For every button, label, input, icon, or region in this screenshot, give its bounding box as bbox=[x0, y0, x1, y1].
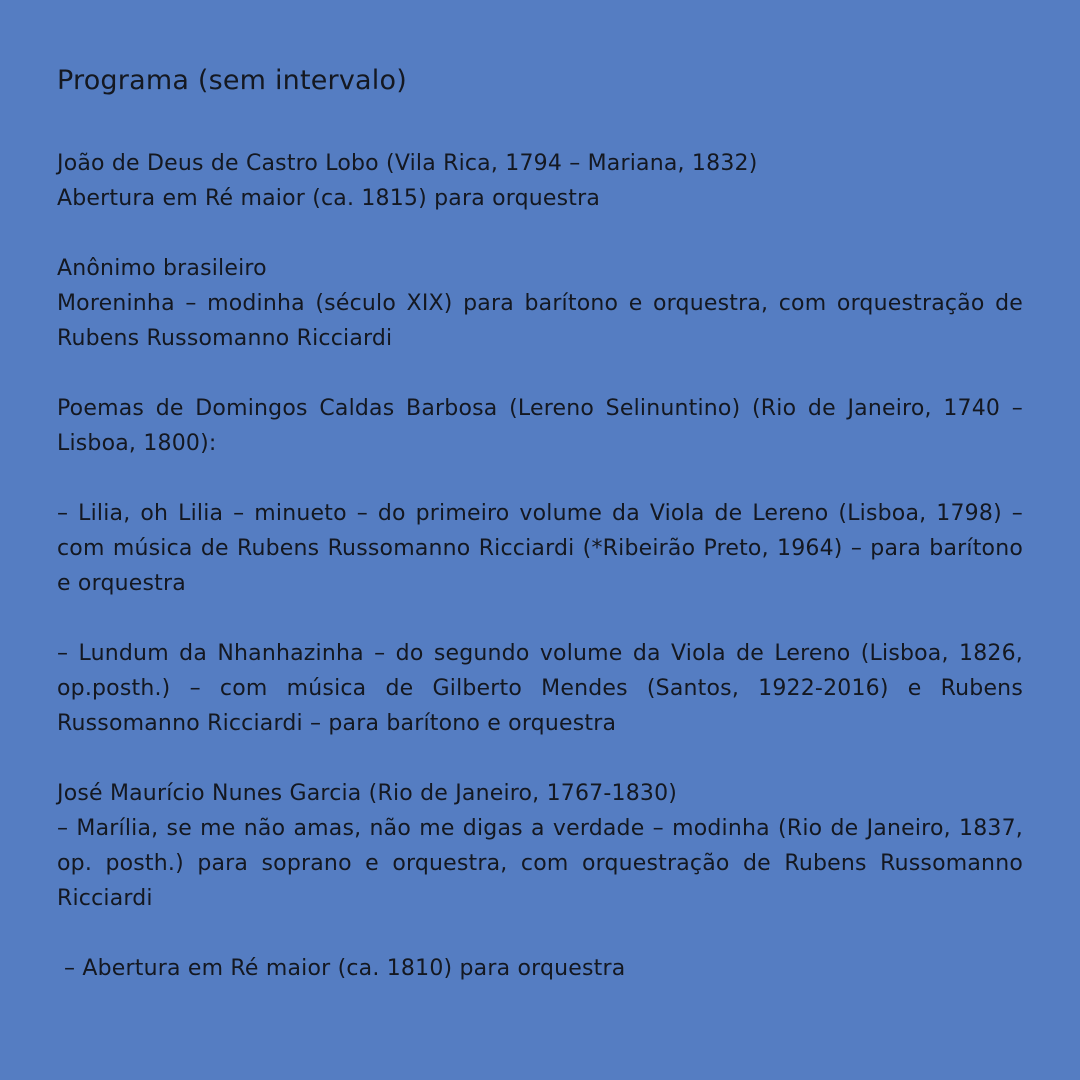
program-item-lundum bbox=[57, 636, 1023, 741]
program-item-jose-mauricio bbox=[57, 776, 1023, 916]
work-line: Abertura em Ré maior (ca. 1815) para orquestra bbox=[57, 186, 601, 211]
work-line: – Marília, se me não amas, não me digas a verdade – modinha (Rio de Janeiro, 1837, op. posth.) para soprano e orquestra, com orquestração de Rubens Russomanno Ricciardi bbox=[57, 816, 1023, 911]
paragraph: – Lundum da Nhanhazinha – do segundo volume da Viola de Lereno (Lisboa, 1826, op.posth.) – com música de Gilberto Mendes (Santos, 1922-2016) e Rubens Russomanno Ricciardi – para barítono e orquestra bbox=[57, 641, 1023, 736]
program-item-poemas-intro bbox=[57, 391, 1023, 461]
paragraph: Poemas de Domingos Caldas Barbosa (Lereno Selinuntino) (Rio de Janeiro, 1740 – Lisboa, 1800): bbox=[57, 396, 1023, 456]
program-item-lilia bbox=[57, 496, 1023, 601]
composer-line: Anônimo brasileiro bbox=[57, 256, 267, 281]
program-item-anonimo bbox=[57, 251, 1023, 356]
program-item-castro-lobo bbox=[57, 146, 1023, 216]
paragraph: – Abertura em Ré maior (ca. 1810) para orquestra bbox=[64, 956, 626, 981]
composer-line: José Maurício Nunes Garcia (Rio de Janeiro, 1767-1830) bbox=[57, 781, 678, 806]
program-item-abertura bbox=[57, 951, 1023, 986]
composer-line: João de Deus de Castro Lobo (Vila Rica, 1794 – Mariana, 1832) bbox=[57, 151, 758, 176]
paragraph: – Lilia, oh Lilia – minueto – do primeiro volume da Viola de Lereno (Lisboa, 1798) – com música de Rubens Russomanno Ricciardi (*Ribeirão Preto, 1964) – para barítono e orquestra bbox=[57, 501, 1023, 596]
program-title: Programa (sem intervalo) bbox=[57, 65, 407, 96]
work-line: Moreninha – modinha (século XIX) para barítono e orquestra, com orquestração de Rubens Russomanno Ricciardi bbox=[57, 291, 1023, 351]
